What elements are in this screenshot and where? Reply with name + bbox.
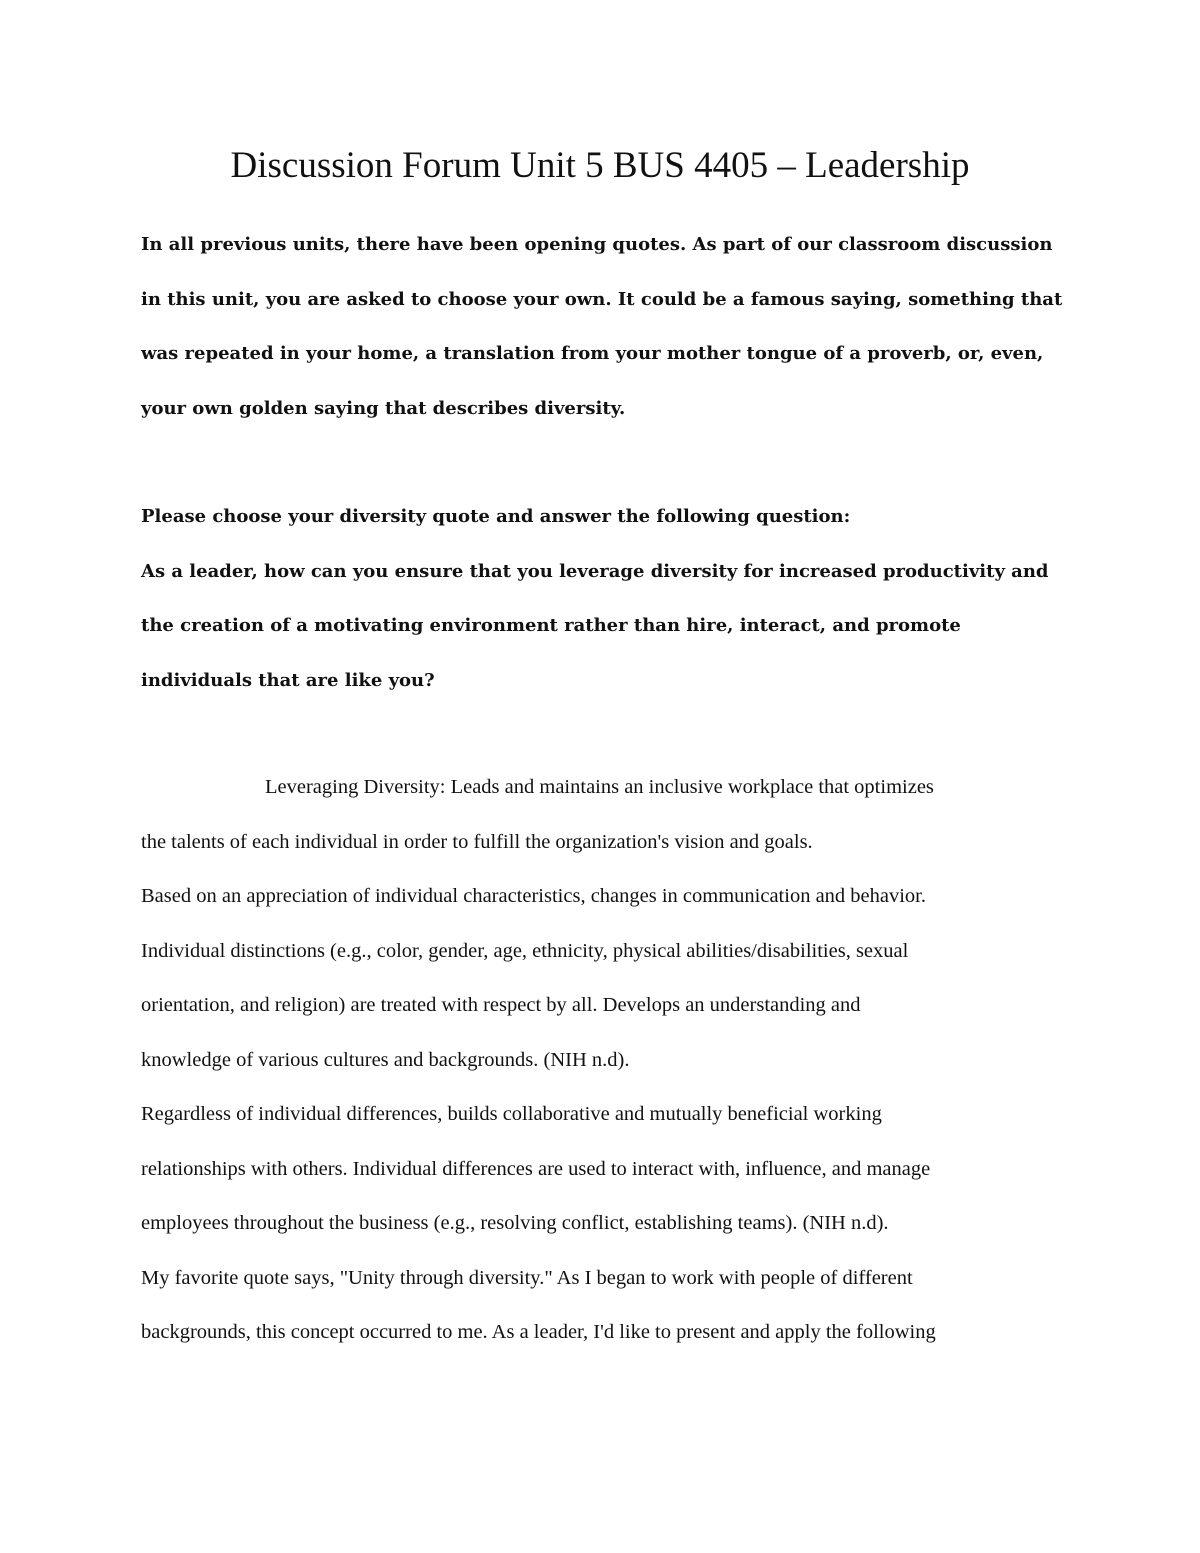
question-line: individuals that are like you? xyxy=(141,669,435,691)
answer-line: knowledge of various cultures and backgrounds. (NIH n.d). xyxy=(141,1048,630,1071)
answer-line: Regardless of individual differences, builds collaborative and mutually beneficial working xyxy=(141,1103,882,1125)
answer-line: backgrounds, this concept occurred to me. As a leader, I'd like to present and apply the following xyxy=(141,1321,936,1343)
intro-line: in this unit, you are asked to choose your own. It could be a famous saying, something that xyxy=(141,288,1063,310)
answer-body xyxy=(141,760,936,1360)
intro-line: was repeated in your home, a translation from your mother tongue of a proverb, or, even, xyxy=(141,343,1044,364)
question-paragraph xyxy=(141,490,1049,708)
intro-line: In all previous units, there have been opening quotes. As part of our classroom discussion xyxy=(141,234,1053,255)
answer-line: Leveraging Diversity: Leads and maintains an inclusive workplace that optimizes xyxy=(265,776,934,798)
answer-line: My favorite quote says, "Unity through diversity." As I began to work with people of different xyxy=(141,1266,913,1289)
intro-paragraph xyxy=(141,218,1062,436)
question-line: As a leader, how can you ensure that you leverage diversity for increased productivity and xyxy=(141,560,1049,582)
intro-line: your own golden saying that describes diversity. xyxy=(141,397,626,419)
answer-line: Based on an appreciation of individual characteristics, changes in communication and behavior. xyxy=(141,885,927,907)
answer-line: the talents of each individual in order to fulfill the organization's vision and goals. xyxy=(141,830,813,853)
answer-line: employees throughout the business (e.g., resolving conflict, establishing teams). (NIH n.d). xyxy=(141,1212,889,1234)
question-line: Please choose your diversity quote and answer the following question: xyxy=(141,506,851,527)
answer-line: Individual distinctions (e.g., color, gender, age, ethnicity, physical abilities/disabilities, sexual xyxy=(141,939,909,962)
answer-line: relationships with others. Individual differences are used to interact with, influence, and manage xyxy=(141,1157,931,1180)
document-title: Discussion Forum Unit 5 BUS 4405 – Leadership xyxy=(230,145,970,186)
question-line: the creation of a motivating environment rather than hire, interact, and promote xyxy=(141,615,961,636)
answer-line: orientation, and religion) are treated with respect by all. Develops an understanding and xyxy=(141,994,861,1016)
